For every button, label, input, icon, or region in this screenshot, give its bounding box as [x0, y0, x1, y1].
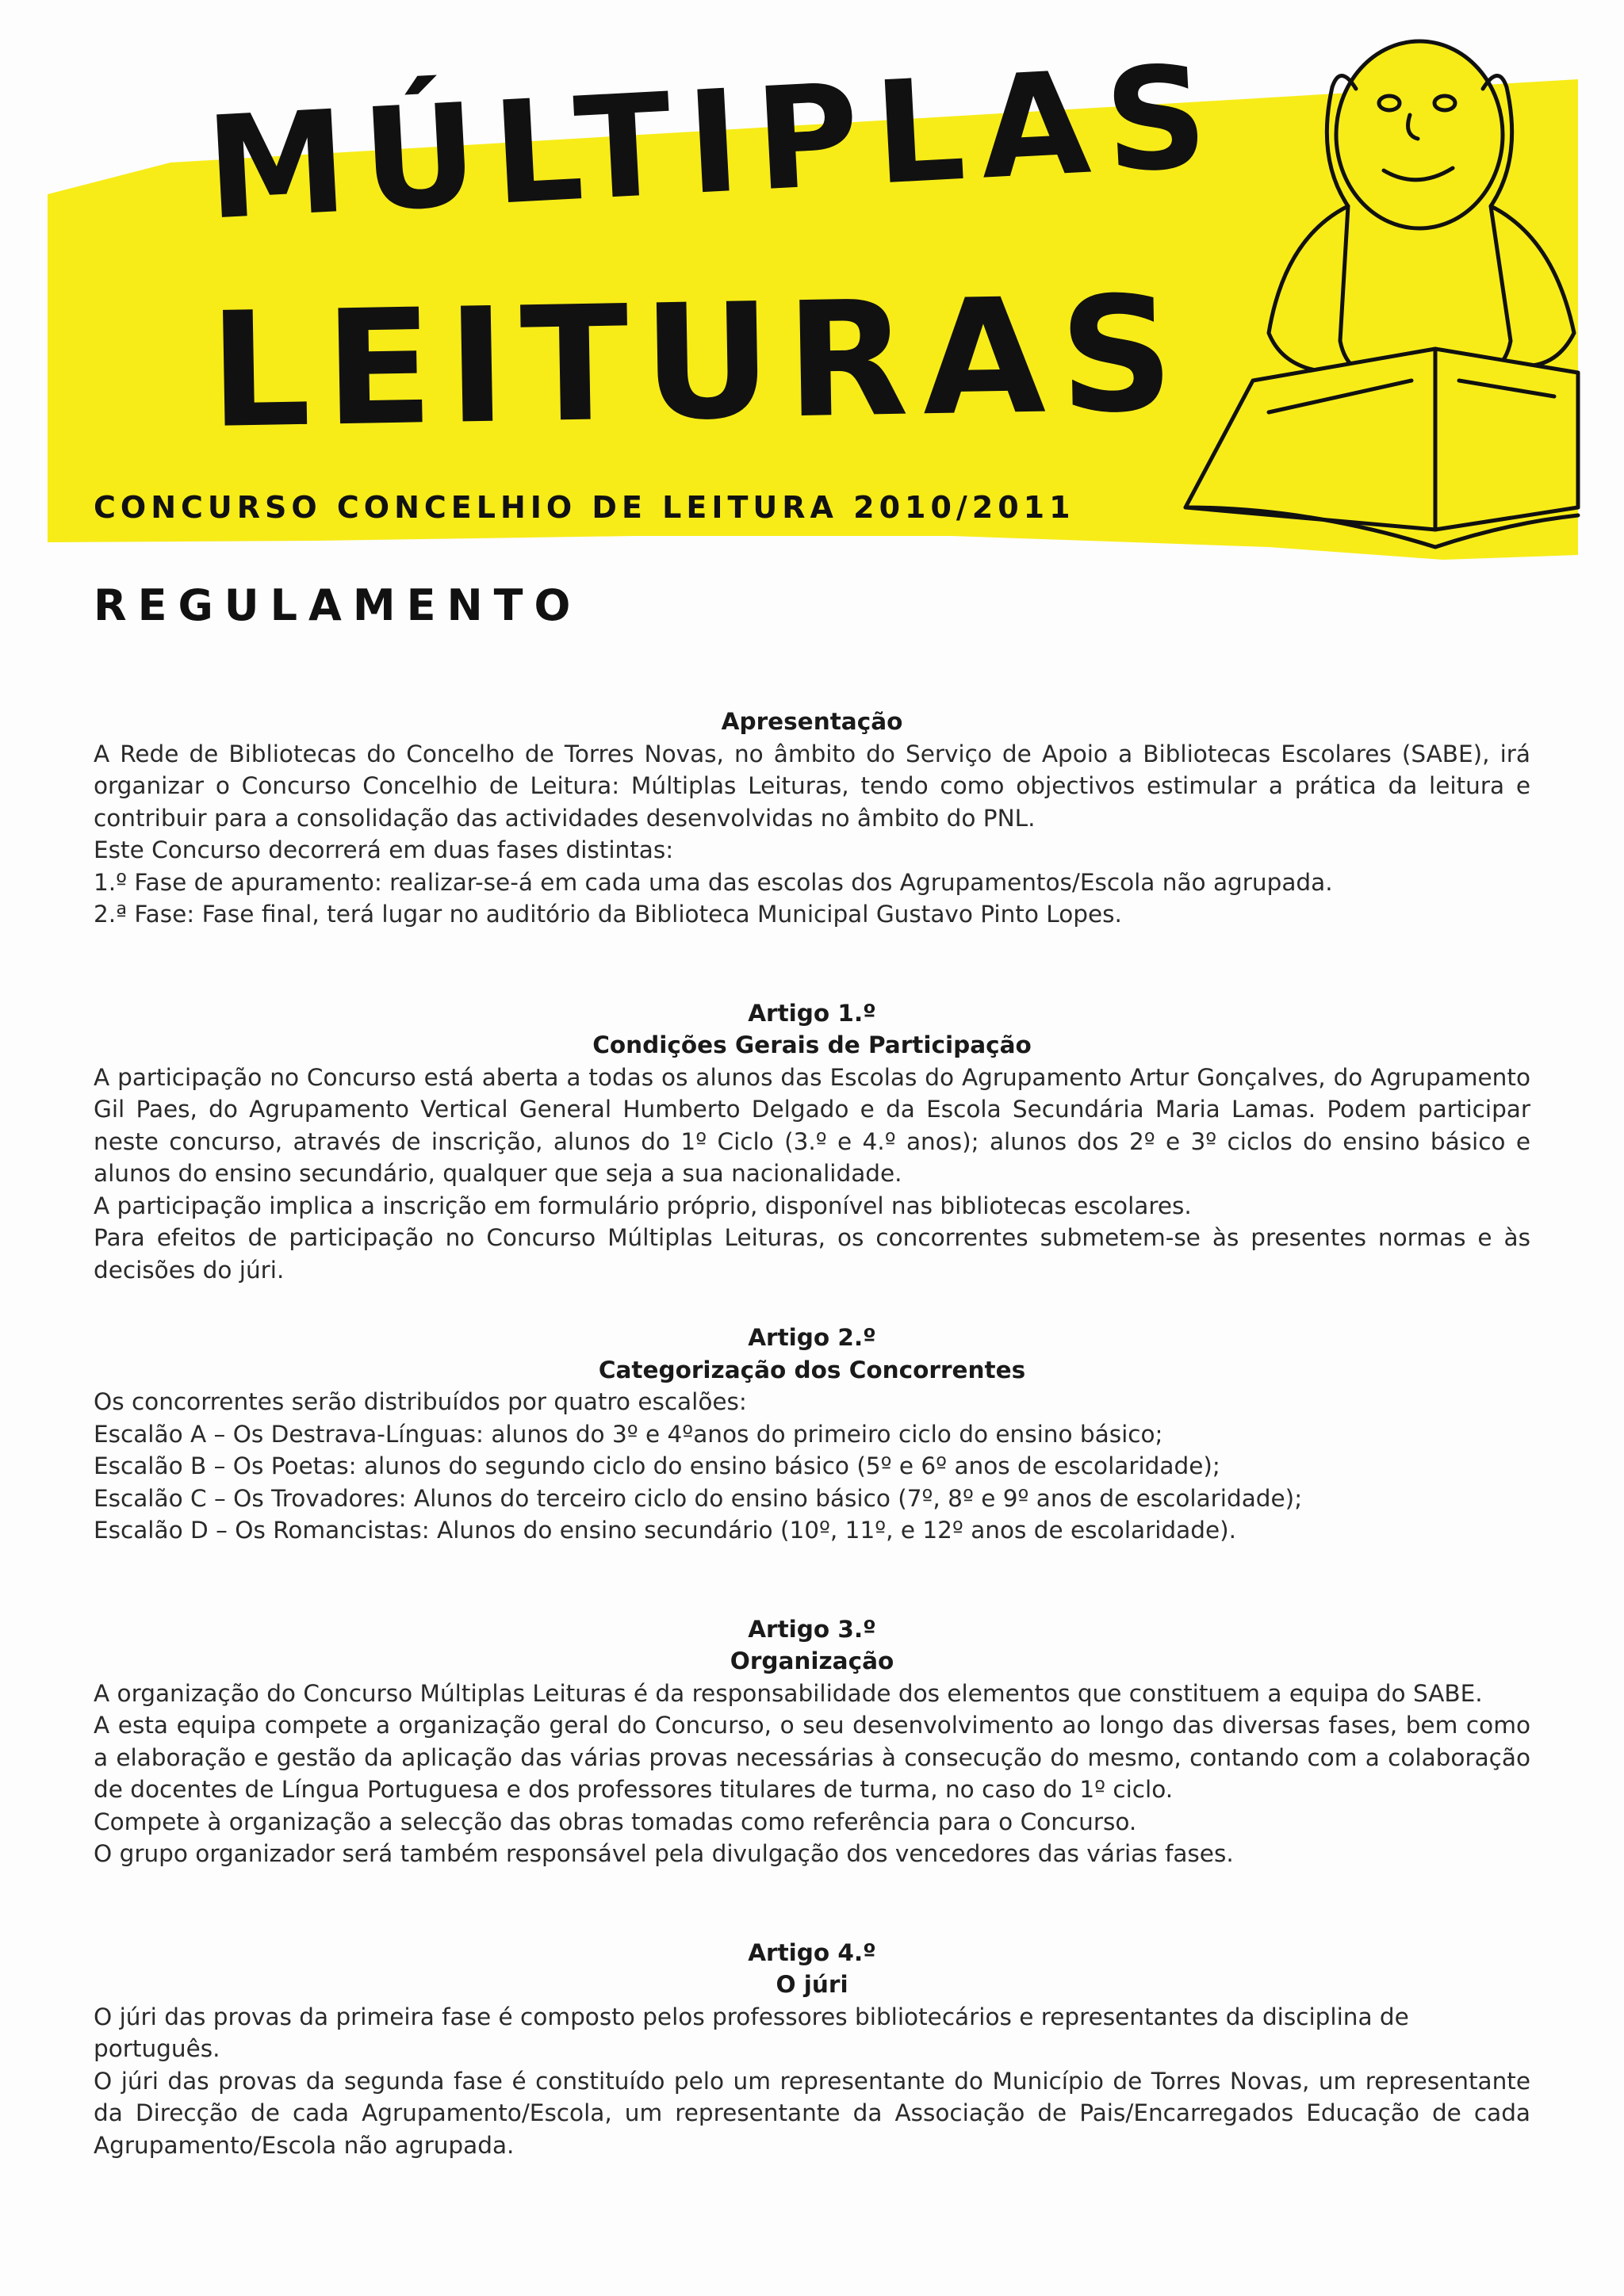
- spacer: [94, 1286, 1530, 1322]
- article-title: Categorização dos Concorrentes: [598, 1356, 1026, 1383]
- paragraph: O júri das provas da segunda fase é constituído pelo um representante do Município de Torres Novas, um representante da Direcção de cada Agrupamento/Escola, um representante da Associação de Pais/Encarregados Educação de cada Agrupamento/Escola não agrupada.: [94, 2067, 1530, 2159]
- paragraph: Compete à organização a selecção das obras tomadas como referência para o Concurso.: [94, 1808, 1137, 1835]
- regulation-body: [94, 706, 1530, 2161]
- paragraph: A participação implica a inscrição em formulário próprio, disponível nas bibliotecas escolares.: [94, 1192, 1192, 1219]
- article-number: Artigo 3.º: [748, 1615, 876, 1643]
- category-line: Escalão A – Os Destrava-Línguas: alunos do 3º e 4ºanos do primeiro ciclo do ensino básico;: [94, 1420, 1163, 1448]
- article-title: Condições Gerais de Participação: [592, 1031, 1032, 1058]
- paragraph: Este Concurso decorrerá em duas fases distintas:: [94, 836, 674, 863]
- section-intro: [94, 706, 1530, 931]
- article-number: Artigo 4.º: [748, 1938, 876, 1966]
- paragraph: A Rede de Bibliotecas do Concelho de Torres Novas, no âmbito do Serviço de Apoio a Bibliotecas Escolares (SABE), irá organizar o Concurso Concelhio de Leitura: Múltiplas Leituras, tendo como objectivos estimular a prática da leitura e contribuir para a consolidação das actividades desenvolvidas no âmbito do PNL.: [94, 740, 1530, 832]
- paragraph: A esta equipa compete a organização geral do Concurso, o seu desenvolvimento ao longo das diversas fases, bem como a elaboração e gestão da aplicação das várias provas necessárias à consecução do mesmo, contando com a colaboração de docentes de Língua Portuguesa e dos professores titulares de turma, no caso do 1º ciclo.: [94, 1712, 1530, 1803]
- paragraph: O grupo organizador será também responsável pela divulgação dos vencedores das várias fases.: [94, 1840, 1234, 1867]
- section-heading: Apresentação: [721, 708, 903, 735]
- paragraph: 1.º Fase de apuramento: realizar-se-á em cada uma das escolas dos Agrupamentos/Escola não agrupada.: [94, 868, 1333, 896]
- category-line: Escalão C – Os Trovadores: Alunos do terceiro ciclo do ensino básico (7º, 8º e 9º anos de escolaridade);: [94, 1484, 1303, 1512]
- title-line1: MÚLTIPLAS: [202, 33, 1228, 251]
- paragraph: Os concorrentes serão distribuídos por quatro escalões:: [94, 1388, 747, 1415]
- article-title: Organização: [730, 1647, 894, 1674]
- paragraph: A organização do Concurso Múltiplas Leituras é da responsabilidade dos elementos que constituem a equipa do SABE.: [94, 1679, 1483, 1707]
- paragraph: 2.ª Fase: Fase final, terá lugar no auditório da Biblioteca Municipal Gustavo Pinto Lopes.: [94, 901, 1122, 928]
- article-title: O júri: [776, 1971, 848, 1998]
- paragraph: Para efeitos de participação no Concurso Múltiplas Leituras, os concorrentes submetem-se às presentes normas e às decisões do júri.: [94, 1224, 1530, 1284]
- spacer: [94, 931, 1530, 997]
- document-title: REGULAMENTO: [94, 580, 582, 630]
- section-article-3: [94, 1613, 1530, 1870]
- section-article-4: [94, 1937, 1530, 2162]
- spacer: [94, 1870, 1530, 1937]
- paragraph: O júri das provas da primeira fase é composto pelos professores bibliotecários e representantes da disciplina de português.: [94, 2003, 1409, 2062]
- contest-subtitle: CONCURSO CONCELHIO DE LEITURA 2010/2011: [94, 490, 1075, 525]
- spacer: [94, 1547, 1530, 1613]
- article-number: Artigo 2.º: [748, 1324, 876, 1351]
- category-line: Escalão D – Os Romancistas: Alunos do ensino secundário (10º, 11º, e 12º anos de escolaridade).: [94, 1517, 1236, 1544]
- title-line2: LEITURAS: [208, 262, 1190, 464]
- article-number: Artigo 1.º: [748, 999, 876, 1027]
- section-article-2: [94, 1322, 1530, 1547]
- category-line: Escalão B – Os Poetas: alunos do segundo ciclo do ensino básico (5º e 6º anos de escolaridade);: [94, 1452, 1220, 1479]
- paragraph: A participação no Concurso está aberta a todas os alunos das Escolas do Agrupamento Artur Gonçalves, do Agrupamento Gil Paes, do Agrupamento Vertical General Humberto Delgado e da Escola Secundária Maria Lamas. Podem participar neste concurso, através de inscrição, alunos do 1º Ciclo (3.º e 4.º anos); alunos dos 2º e 3º ciclos do ensino básico e alunos do ensino secundário, qualquer que seja a sua nacionalidade.: [94, 1063, 1530, 1187]
- section-article-1: [94, 997, 1530, 1287]
